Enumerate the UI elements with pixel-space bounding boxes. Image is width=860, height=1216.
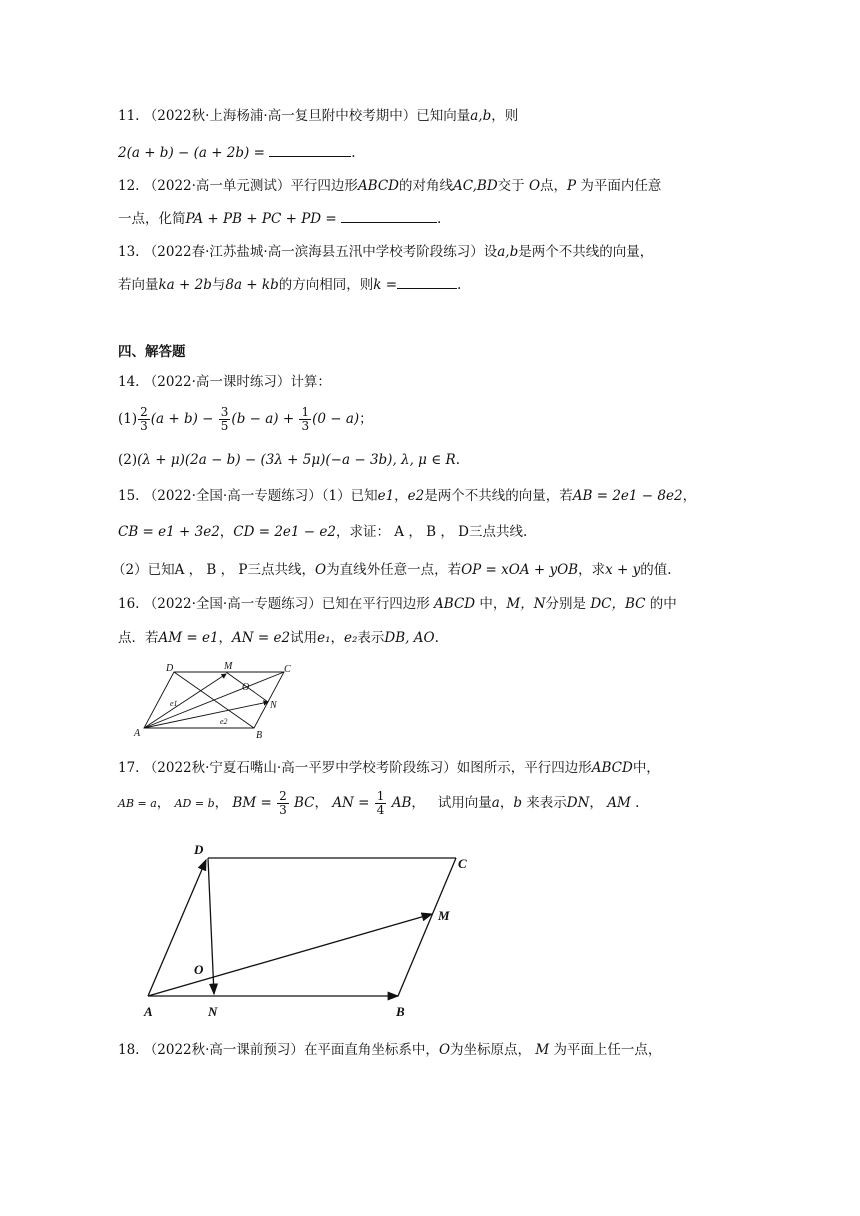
q17-label-c: C [458,856,467,871]
q14-part2-end: . [455,452,460,468]
q12-abcd: ABCD [357,178,400,194]
q17-fraction-1-4: $\frac{1}{4}$ [376,789,385,817]
q15-text-e: 为直线外任意一点，若 [326,562,462,578]
q17-abcd: ABCD [591,760,633,776]
q16-dcbc: DC，BC [590,596,646,612]
q12-line2-text: 一点，化简 [118,211,186,227]
q18-text-c: 为平面上任一点， [553,1042,662,1058]
q15-line1: 15. （2022·全国·高一专题练习）（1）已知e1，e2是两个不共线的向量，若AB = 2e1 − 8e2， [118,488,697,504]
q16-text-a: 已知在平行四边形 [321,596,430,612]
q15-text-f: ，求 [578,562,606,578]
q12-o: O [528,178,541,194]
q11-line2 [118,142,356,163]
q16-abcd: ABCD [434,596,476,612]
q16-text-e: 试用 [290,630,318,646]
q13-text-b: 是两个不共线的向量， [518,244,654,260]
q12-text-c: 交于 [497,178,525,194]
q11-end: . [351,145,356,161]
q16-text-f: 表示 [357,630,385,646]
q17-line2: AB = a， AD = b， BM = $\frac{2}{3}$ BC， AN = $\frac{1}{4}$ AB， 试用向量a，b 来表示DN， AM . [118,789,640,817]
q15-text-c: 三点共线. [468,524,528,540]
q16-vector-an [144,702,268,728]
q15-points2: A ， B ， P [174,562,248,578]
q12-text-a: 平行四边形 [290,178,358,194]
q18-source: （2022秋·高一课前预习） [143,1042,304,1058]
q17-vector-am [148,914,432,996]
q13-text-c: 与 [211,277,226,293]
q17-parallelogram-figure [130,838,490,1024]
q13-line1 [118,242,653,262]
q16-text-b: 中， [479,596,507,612]
q17-line1 [118,758,660,778]
q16-label-c: C [284,664,291,675]
q18-text-a: 在平面直角坐标系中， [303,1042,439,1058]
q15-e2: e2 [407,488,425,504]
q17-label-b: B [396,1004,405,1019]
q16-mn: M，N [506,596,546,612]
q12-text-e: 为平面内任意 [580,178,662,194]
q14-part1: (1) $\frac{2}{3}$ (a + b) − $\frac{3}{5}$ (b − a) + $\frac{1}{3}$ (0 − a)； [118,405,373,433]
q17-number: 17. [118,760,140,776]
q11-source: （2022秋·上海杨浦·高一复旦附中校考期中） [143,108,417,124]
q16-source: （2022·全国·高一专题练习） [143,596,322,612]
q17-source: （2022秋·宁夏石嘴山·高一平罗中学校考阶段练习） [143,760,457,776]
q16-line2: 点．若AM = e1，AN = e2试用e₁，e₂表示DB, AO. [118,630,439,646]
q14-source: （2022·高一课时练习） [143,374,291,390]
q16-vector-am [144,674,226,728]
q12-text-d: 点， [540,178,568,194]
q13-vector2: 8a + kb [225,277,279,293]
q15-cb: CB = e1 + 3e2 [118,524,220,540]
q13-source: （2022春·江苏盐城·高一滨海县五汛中学校考阶段练习） [143,244,484,260]
q15-line3 [112,560,672,580]
q18-number: 18. [118,1042,140,1058]
q11-vars: a,b [470,108,492,124]
q12-p: P [567,178,577,194]
q14-part1-label: (1) [118,411,138,427]
q16-line1 [118,594,677,614]
q15-part2: （2）已知 [112,562,175,578]
q11-number: 11. [118,108,140,124]
q12-text-b: 的对角线 [399,178,454,194]
fraction-1-3: $\frac{1}{3}$ [301,405,310,433]
q13-vector1: ka + 2b [158,277,212,293]
q16-parallelogram-figure [130,660,300,740]
q13-answer-blank[interactable] [397,274,457,289]
q16-end: . [434,630,439,646]
q17-an: AN = [332,795,370,811]
q16-text-c: 分别是 [545,596,587,612]
q11-text: 已知向量 [416,108,471,124]
q16-an: AN = e2 [232,630,291,646]
q16-label-m: M [224,661,233,672]
q18-m: M [535,1042,550,1058]
fraction-3-5: $\frac{3}{5}$ [220,405,229,433]
q18-text-b: 为坐标原点， [450,1042,532,1058]
q15-cd: CD = 2e1 − e2 [233,524,336,540]
q15-source: （2022·全国·高一专题练习） [143,488,322,504]
q11-line1 [118,106,518,126]
q15-e1: e1 [377,488,395,504]
q13-line2 [118,274,461,295]
q17-dn: DN [566,795,590,811]
q17-label-n: N [208,1004,218,1019]
q15-xy: x + y [605,562,641,578]
q17-a: a [491,795,500,811]
q13-end: . [457,277,462,293]
q14-part2-expression: (λ + μ)(2a − b) − (3λ + 5μ)(−a − 3b), λ, μ ∈ R [137,452,456,468]
q14-text: 计算： [290,374,331,390]
q16-label-n: N [270,700,277,711]
q16-label-d: D [166,663,174,674]
q14-part2 [118,450,460,470]
q15-text-a: 是两个不共线的向量，若 [424,488,573,504]
q13-number: 13. [118,244,140,260]
q16-line2-text: 点．若 [118,630,159,646]
q15-part1: （1）已知 [321,488,378,504]
q13-k: k = [373,277,398,293]
q12-line2 [118,208,441,229]
q16-am: AM = e1 [158,630,219,646]
q16-text-d: 的中 [649,596,677,612]
q17-text-a: 如图所示，平行四边形 [456,760,592,776]
q15-ab: AB = 2e1 − 8e2 [572,488,683,504]
q17-label-a: A [144,1004,153,1019]
q16-dbao: DB, AO [384,630,435,646]
q17-bc: BC [294,795,315,811]
q15-text-d: 三点共线， [247,562,316,578]
q17-text-b: 中， [632,760,660,776]
q16-sep: ， [218,630,233,646]
q17-text-c: 试用向量 [437,795,492,811]
q14-part2-label: (2) [118,452,138,468]
q17-side-cb [398,858,456,996]
q15-points: A ， B ， D [394,524,469,540]
q17-bm: BM = [232,795,272,811]
q17-vector-dn [208,858,214,994]
q11-text-b: ，则 [491,108,519,124]
q14-number: 14. [118,374,140,390]
q17-b: b [513,795,522,811]
q11-expression: 2(a + b) − (a + 2b) = [118,145,265,161]
q13-vars: a,b [497,244,519,260]
q12-end: . [437,211,442,227]
q13-text-d: 的方向相同，则 [278,277,374,293]
q12-number: 12. [118,178,140,194]
q17-ad: AD = b [174,797,215,810]
q12-expression: PA + PB + PC + PD = [185,211,337,227]
q14-line1 [118,372,331,392]
q16-label-e1: e1 [170,699,178,708]
q15-sep: ， [394,488,408,504]
q18-line1 [118,1040,661,1060]
q17-text-d: 来表示 [526,795,567,811]
q11-answer-blank[interactable] [269,142,351,157]
q17-end: . [635,795,640,811]
q12-diagonals: AC,BD [453,178,498,194]
q15-number: 15. [118,488,140,504]
q16-label-b: B [256,730,263,740]
q12-source: （2022·高一单元测试） [143,178,291,194]
section-heading: 四、解答题 [118,344,186,360]
q15-text-b: ，求证： [335,524,390,540]
q17-ab2: AB [391,795,412,811]
q16-label-e2: e2 [220,717,228,726]
q15-o: O [315,562,327,578]
q15-line2: CB = e1 + 3e2，CD = 2e1 − e2，求证： A ， B ， D三点共线. [118,524,528,540]
q17-am: AM [607,795,631,811]
q12-line1 [118,176,661,196]
q17-label-m: M [438,908,450,923]
q16-label-o: O [242,682,250,693]
q13-text-a: 设 [483,244,498,260]
q15-text-g: 的值. [640,562,672,578]
q17-label-o: O [194,962,204,977]
q17-fraction-2-3: $\frac{2}{3}$ [279,789,287,817]
q12-answer-blank[interactable] [341,208,437,223]
fraction-2-3: $\frac{2}{3}$ [140,405,148,433]
q18-o: O [438,1042,451,1058]
q17-label-d: D [194,842,204,857]
q17-ab: AB = a [118,797,157,810]
q13-line2-text: 若向量 [118,277,159,293]
q15-op: OP = xOA + yOB [461,562,579,578]
q16-label-a: A [134,728,141,739]
q16-number: 16. [118,596,140,612]
